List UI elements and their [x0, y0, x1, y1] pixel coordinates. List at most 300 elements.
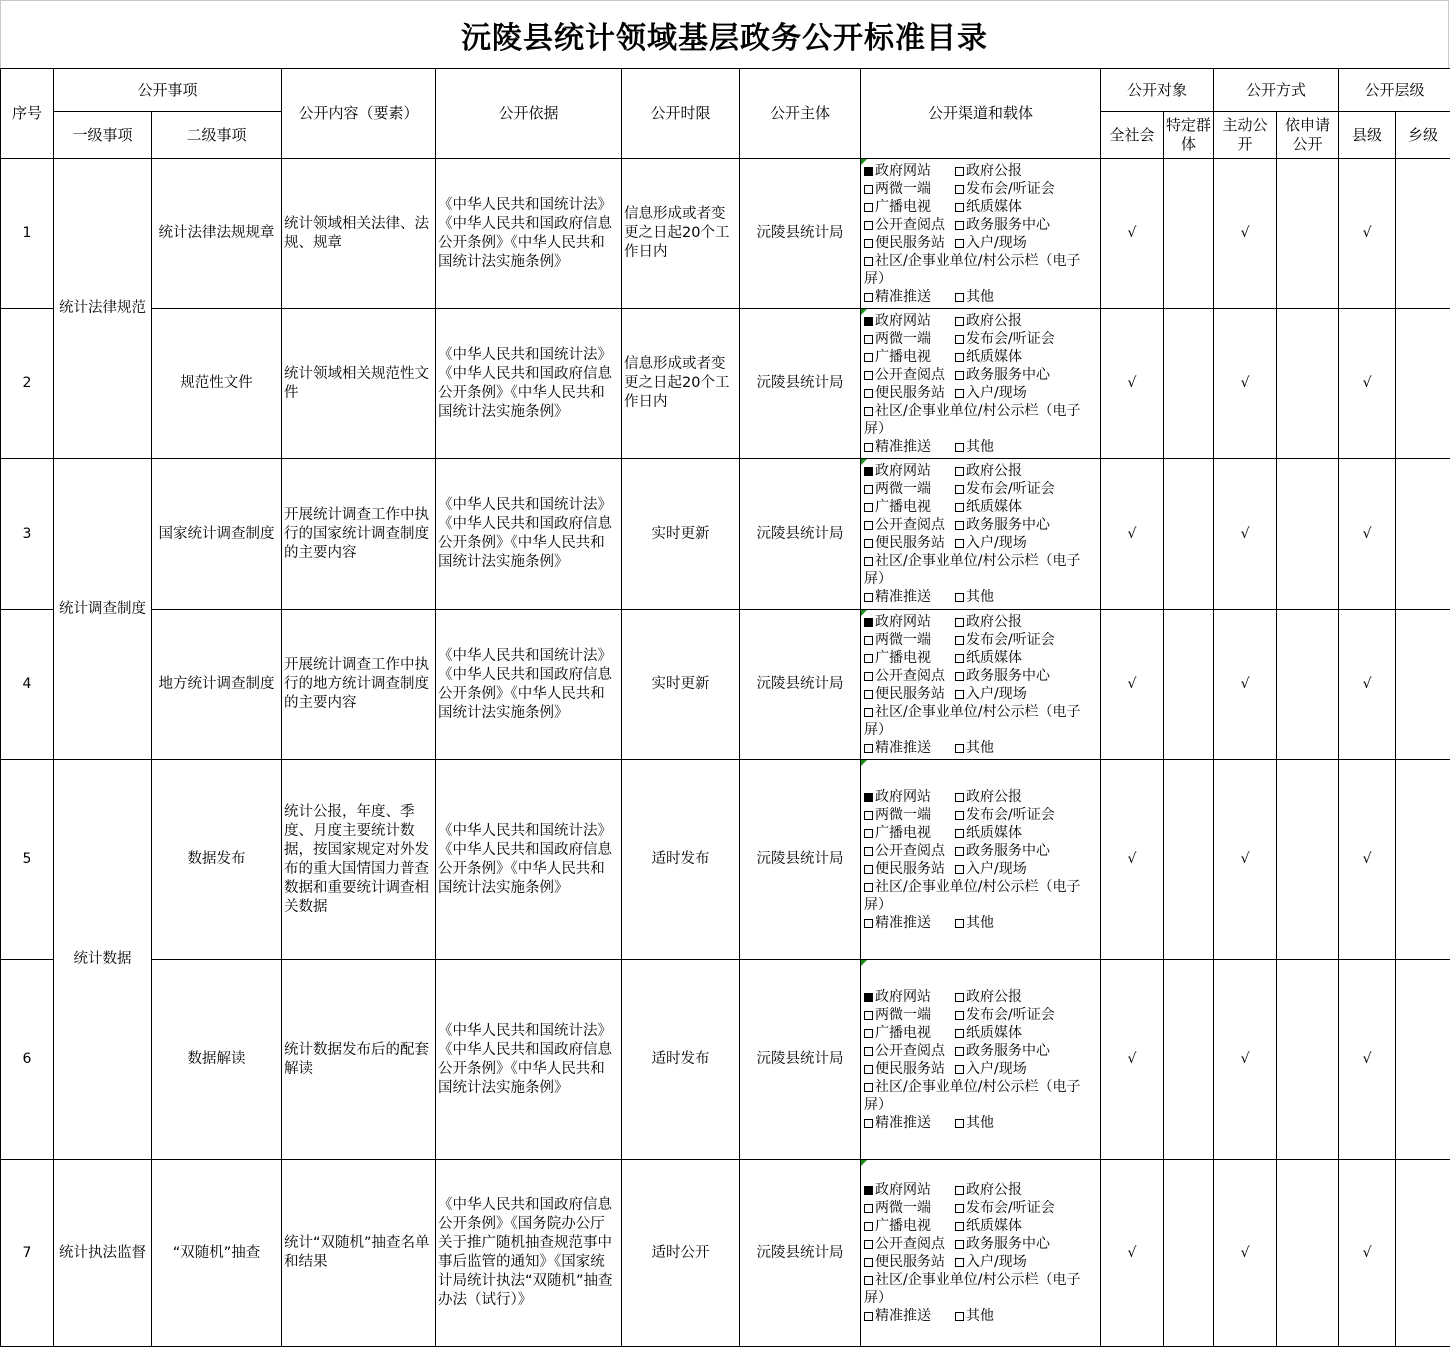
tick-level-town [1396, 1160, 1450, 1347]
checkbox-empty-icon [864, 485, 873, 494]
channel-option-label: 政务服务中心 [966, 1236, 1050, 1252]
checkbox-empty-icon [864, 636, 873, 645]
checkbox-empty-icon [955, 593, 964, 602]
channel-option-label: 社区/企事业单位/村公示栏（电子屏） [864, 704, 1080, 738]
row-basis: 《中华人民共和国政府信息公开条例》《国务院办公厅关于推广随机抽查规范事中事后监管的通知》《国家统计局统计执法“双随机”抽查办法（试行）》 [436, 1160, 622, 1347]
row-time-limit: 信息形成或者变更之日起20个工作日内 [622, 159, 740, 309]
channel-option-label: 入户/现场 [966, 1254, 1027, 1270]
channel-option-label: 两微一端 [875, 331, 931, 347]
checkbox-empty-icon [864, 847, 873, 856]
header-time-limit: 公开时限 [622, 69, 740, 159]
row-level2: 规范性文件 [152, 309, 282, 459]
channel-option-label: 社区/企事业单位/村公示栏（电子屏） [864, 879, 1080, 913]
tick-target-group [1164, 760, 1214, 960]
row-time-limit: 适时发布 [622, 760, 740, 960]
checkbox-empty-icon [955, 1312, 964, 1321]
checkbox-empty-icon [864, 865, 873, 874]
checkbox-empty-icon [955, 654, 964, 663]
table-row [1, 159, 1450, 309]
tick-method-request [1277, 960, 1339, 1160]
checkbox-empty-icon [864, 1047, 873, 1056]
channel-option-label: 纸质媒体 [966, 650, 1022, 666]
row-channel [861, 1160, 1101, 1347]
checkbox-empty-icon [864, 883, 873, 892]
channel-option-label: 精准推送 [875, 915, 931, 931]
tick-method-request [1277, 1160, 1339, 1347]
row-content: 统计“双随机”抽查名单和结果 [282, 1160, 436, 1347]
checkbox-empty-icon [864, 1119, 873, 1128]
row-content: 统计公报，年度、季度、月度主要统计数据，按国家规定对外发布的重大国情国力普查数据和重要统计调查相关数据 [282, 760, 436, 960]
tick-level-county: √ [1339, 760, 1396, 960]
checkbox-checked-icon [864, 167, 873, 176]
checkbox-checked-icon [864, 1186, 873, 1195]
tick-target-all: √ [1101, 960, 1164, 1160]
channel-option-label: 精准推送 [875, 289, 931, 305]
tick-target-all: √ [1101, 309, 1164, 459]
checkbox-empty-icon [955, 1186, 964, 1195]
tick-target-all: √ [1101, 610, 1164, 760]
tick-level-town [1396, 459, 1450, 610]
channel-option-label: 政务服务中心 [966, 217, 1050, 233]
header-level2: 二级事项 [152, 112, 282, 159]
channel-option-label: 公开查阅点 [875, 217, 945, 233]
checkbox-empty-icon [955, 239, 964, 248]
channel-option-label: 广播电视 [875, 1218, 931, 1234]
checkbox-empty-icon [864, 654, 873, 663]
checkbox-empty-icon [864, 557, 873, 566]
tick-level-town [1396, 159, 1450, 309]
channel-option-label: 社区/企事业单位/村公示栏（电子屏） [864, 553, 1080, 587]
header-target-group: 特定群体 [1164, 112, 1214, 159]
tick-method-request [1277, 159, 1339, 309]
tick-method-active: √ [1214, 459, 1277, 610]
header-method-active: 主动公开 [1214, 112, 1277, 159]
checkbox-empty-icon [864, 919, 873, 928]
checkbox-empty-icon [955, 167, 964, 176]
header-level1: 一级事项 [54, 112, 152, 159]
channel-option-label: 政府公报 [966, 463, 1022, 479]
row-time-limit: 适时发布 [622, 960, 740, 1160]
channel-option-label: 广播电视 [875, 1025, 931, 1041]
table-row [1, 960, 1450, 1160]
checkbox-empty-icon [955, 690, 964, 699]
channel-option-label: 政府公报 [966, 989, 1022, 1005]
tick-target-group [1164, 159, 1214, 309]
row-time-limit: 实时更新 [622, 459, 740, 610]
channel-option-label: 纸质媒体 [966, 499, 1022, 515]
tick-level-town [1396, 309, 1450, 459]
tick-level-county: √ [1339, 159, 1396, 309]
channel-option-label: 纸质媒体 [966, 1218, 1022, 1234]
row-time-limit: 实时更新 [622, 610, 740, 760]
checkbox-empty-icon [864, 1222, 873, 1231]
channel-option-label: 社区/企事业单位/村公示栏（电子屏） [864, 1272, 1080, 1306]
row-seq: 1 [1, 159, 54, 309]
channel-option-label: 其他 [966, 915, 994, 931]
channel-option-label: 其他 [966, 1308, 994, 1324]
checkbox-empty-icon [864, 521, 873, 530]
checkbox-empty-icon [955, 539, 964, 548]
header-seq: 序号 [1, 69, 54, 159]
checkbox-empty-icon [955, 1240, 964, 1249]
row-basis: 《中华人民共和国统计法》《中华人民共和国政府信息公开条例》《中华人民共和国统计法实施条例》 [436, 960, 622, 1160]
checkbox-empty-icon [864, 593, 873, 602]
row-channel [861, 960, 1101, 1160]
checkbox-empty-icon [955, 317, 964, 326]
tick-target-group [1164, 610, 1214, 760]
checkbox-empty-icon [864, 293, 873, 302]
channel-option-label: 入户/现场 [966, 1061, 1027, 1077]
checkbox-empty-icon [955, 793, 964, 802]
channel-option-label: 广播电视 [875, 825, 931, 841]
row-level2: 数据解读 [152, 960, 282, 1160]
checkbox-empty-icon [955, 636, 964, 645]
row-subject: 沅陵县统计局 [740, 760, 861, 960]
cell-comment-marker [861, 760, 867, 766]
channel-option-label: 政府公报 [966, 313, 1022, 329]
cell-comment-marker [861, 610, 867, 616]
checkbox-empty-icon [955, 1065, 964, 1074]
header-subject: 公开主体 [740, 69, 861, 159]
channel-option-label: 公开查阅点 [875, 1043, 945, 1059]
channel-option-label: 政务服务中心 [966, 517, 1050, 533]
row-channel [861, 459, 1101, 610]
checkbox-empty-icon [864, 1011, 873, 1020]
checkbox-empty-icon [955, 389, 964, 398]
checkbox-empty-icon [864, 708, 873, 717]
tick-method-request [1277, 610, 1339, 760]
checkbox-empty-icon [864, 185, 873, 194]
channel-option-label: 公开查阅点 [875, 517, 945, 533]
channel-option-label: 公开查阅点 [875, 1236, 945, 1252]
tick-target-group [1164, 459, 1214, 610]
checkbox-empty-icon [864, 1065, 873, 1074]
row-level1: 统计调查制度 [54, 459, 152, 760]
cell-comment-marker [861, 159, 867, 165]
checkbox-empty-icon [955, 847, 964, 856]
tick-method-active: √ [1214, 960, 1277, 1160]
checkbox-empty-icon [864, 239, 873, 248]
channel-option-label: 两微一端 [875, 481, 931, 497]
checkbox-empty-icon [864, 203, 873, 212]
row-basis: 《中华人民共和国统计法》《中华人民共和国政府信息公开条例》《中华人民共和国统计法实施条例》 [436, 309, 622, 459]
row-level2: 统计法律法规规章 [152, 159, 282, 309]
checkbox-empty-icon [864, 1204, 873, 1213]
tick-level-county: √ [1339, 610, 1396, 760]
row-content: 统计数据发布后的配套解读 [282, 960, 436, 1160]
row-level1: 统计数据 [54, 760, 152, 1160]
checkbox-empty-icon [955, 1222, 964, 1231]
channel-option-label: 入户/现场 [966, 686, 1027, 702]
row-basis: 《中华人民共和国统计法》《中华人民共和国政府信息公开条例》《中华人民共和国统计法实施条例》 [436, 459, 622, 610]
channel-option-label: 其他 [966, 589, 994, 605]
checkbox-empty-icon [955, 443, 964, 452]
checkbox-empty-icon [864, 371, 873, 380]
channel-option-label: 精准推送 [875, 1115, 931, 1131]
checkbox-empty-icon [955, 503, 964, 512]
checkbox-empty-icon [864, 221, 873, 230]
channel-option-label: 纸质媒体 [966, 825, 1022, 841]
checkbox-empty-icon [955, 865, 964, 874]
channel-option-label: 纸质媒体 [966, 349, 1022, 365]
row-basis: 《中华人民共和国统计法》《中华人民共和国政府信息公开条例》《中华人民共和国统计法实施条例》 [436, 760, 622, 960]
channel-option-label: 社区/企事业单位/村公示栏（电子屏） [864, 403, 1080, 437]
checkbox-empty-icon [955, 993, 964, 1002]
row-seq: 2 [1, 309, 54, 459]
channel-option-label: 发布会/听证会 [966, 1200, 1055, 1216]
header-level-town: 乡级 [1396, 112, 1450, 159]
page-title: 沅陵县统计领域基层政务公开标准目录 [461, 13, 988, 57]
cell-comment-marker [861, 309, 867, 315]
checkbox-empty-icon [955, 485, 964, 494]
checkbox-checked-icon [864, 793, 873, 802]
channel-option-label: 便民服务站 [875, 1254, 945, 1270]
channel-option-label: 社区/企事业单位/村公示栏（电子屏） [864, 1079, 1080, 1113]
checkbox-empty-icon [864, 690, 873, 699]
row-basis: 《中华人民共和国统计法》《中华人民共和国政府信息公开条例》《中华人民共和国统计法实施条例》 [436, 159, 622, 309]
checkbox-empty-icon [864, 1240, 873, 1249]
row-content: 统计领域相关规范性文件 [282, 309, 436, 459]
channel-option-label: 政府网站 [875, 989, 931, 1005]
row-seq: 6 [1, 960, 54, 1160]
tick-method-request [1277, 459, 1339, 610]
row-level2: 地方统计调查制度 [152, 610, 282, 760]
channel-option-label: 便民服务站 [875, 535, 945, 551]
checkbox-empty-icon [955, 744, 964, 753]
catalog-table [0, 68, 1450, 1347]
checkbox-empty-icon [864, 407, 873, 416]
table-row [1, 1160, 1450, 1347]
channel-option-label: 便民服务站 [875, 686, 945, 702]
channel-option-label: 政府网站 [875, 789, 931, 805]
row-level1: 统计执法监督 [54, 1160, 152, 1347]
row-seq: 7 [1, 1160, 54, 1347]
channel-option-label: 政府网站 [875, 614, 931, 630]
channel-option-label: 便民服务站 [875, 1061, 945, 1077]
checkbox-empty-icon [864, 1258, 873, 1267]
checkbox-empty-icon [864, 503, 873, 512]
row-channel [861, 159, 1101, 309]
channel-option-label: 发布会/听证会 [966, 632, 1055, 648]
tick-level-county: √ [1339, 960, 1396, 1160]
header-basis: 公开依据 [436, 69, 622, 159]
tick-target-all: √ [1101, 760, 1164, 960]
row-subject: 沅陵县统计局 [740, 1160, 861, 1347]
channel-option-label: 纸质媒体 [966, 1025, 1022, 1041]
channel-option-label: 公开查阅点 [875, 367, 945, 383]
channel-option-label: 精准推送 [875, 740, 931, 756]
row-subject: 沅陵县统计局 [740, 459, 861, 610]
channel-option-label: 发布会/听证会 [966, 331, 1055, 347]
row-subject: 沅陵县统计局 [740, 960, 861, 1160]
table-row [1, 610, 1450, 760]
checkbox-empty-icon [955, 185, 964, 194]
channel-option-label: 广播电视 [875, 199, 931, 215]
row-channel [861, 760, 1101, 960]
checkbox-empty-icon [864, 1312, 873, 1321]
checkbox-empty-icon [955, 829, 964, 838]
row-subject: 沅陵县统计局 [740, 610, 861, 760]
channel-option-label: 政府公报 [966, 614, 1022, 630]
channel-option-label: 广播电视 [875, 499, 931, 515]
row-time-limit: 适时公开 [622, 1160, 740, 1347]
tick-level-town [1396, 610, 1450, 760]
channel-option-label: 入户/现场 [966, 385, 1027, 401]
header-items: 公开事项 [54, 69, 282, 112]
channel-option-label: 政府公报 [966, 789, 1022, 805]
tick-method-request [1277, 309, 1339, 459]
header-content: 公开内容（要素） [282, 69, 436, 159]
checkbox-checked-icon [864, 618, 873, 627]
channel-option-label: 政务服务中心 [966, 668, 1050, 684]
checkbox-empty-icon [864, 1276, 873, 1285]
channel-option-label: 入户/现场 [966, 861, 1027, 877]
channel-option-label: 两微一端 [875, 807, 931, 823]
checkbox-empty-icon [955, 811, 964, 820]
channel-option-label: 政务服务中心 [966, 367, 1050, 383]
channel-option-label: 两微一端 [875, 632, 931, 648]
row-seq: 4 [1, 610, 54, 760]
checkbox-empty-icon [955, 335, 964, 344]
channel-option-label: 便民服务站 [875, 235, 945, 251]
channel-option-label: 其他 [966, 740, 994, 756]
tick-target-group [1164, 960, 1214, 1160]
title-bar [0, 0, 1449, 68]
checkbox-checked-icon [864, 317, 873, 326]
header-target-all: 全社会 [1101, 112, 1164, 159]
channel-option-label: 政府网站 [875, 313, 931, 329]
row-time-limit: 信息形成或者变更之日起20个工作日内 [622, 309, 740, 459]
channel-option-label: 发布会/听证会 [966, 807, 1055, 823]
checkbox-empty-icon [955, 618, 964, 627]
channel-option-label: 其他 [966, 439, 994, 455]
tick-level-county: √ [1339, 309, 1396, 459]
channel-option-label: 公开查阅点 [875, 668, 945, 684]
channel-option-label: 政务服务中心 [966, 1043, 1050, 1059]
tick-target-all: √ [1101, 1160, 1164, 1347]
row-level1: 统计法律规范 [54, 159, 152, 459]
channel-option-label: 政府公报 [966, 163, 1022, 179]
row-subject: 沅陵县统计局 [740, 159, 861, 309]
row-level2: “双随机”抽查 [152, 1160, 282, 1347]
cell-comment-marker [861, 1160, 867, 1166]
checkbox-empty-icon [864, 829, 873, 838]
table-row [1, 309, 1450, 459]
table-row [1, 459, 1450, 610]
channel-option-label: 精准推送 [875, 439, 931, 455]
channel-option-label: 发布会/听证会 [966, 1007, 1055, 1023]
row-channel [861, 309, 1101, 459]
checkbox-empty-icon [864, 811, 873, 820]
channel-option-label: 纸质媒体 [966, 199, 1022, 215]
channel-option-label: 政府网站 [875, 463, 931, 479]
channel-option-label: 两微一端 [875, 181, 931, 197]
row-channel [861, 610, 1101, 760]
row-seq: 3 [1, 459, 54, 610]
checkbox-empty-icon [955, 1029, 964, 1038]
cell-comment-marker [861, 459, 867, 465]
channel-option-label: 广播电视 [875, 650, 931, 666]
channel-option-label: 入户/现场 [966, 535, 1027, 551]
channel-option-label: 精准推送 [875, 1308, 931, 1324]
checkbox-empty-icon [864, 672, 873, 681]
checkbox-empty-icon [955, 221, 964, 230]
checkbox-empty-icon [955, 1204, 964, 1213]
channel-option-label: 其他 [966, 1115, 994, 1131]
channel-option-label: 政府网站 [875, 163, 931, 179]
channel-option-label: 政府网站 [875, 1182, 931, 1198]
tick-method-active: √ [1214, 610, 1277, 760]
checkbox-empty-icon [864, 389, 873, 398]
row-basis: 《中华人民共和国统计法》《中华人民共和国政府信息公开条例》《中华人民共和国统计法实施条例》 [436, 610, 622, 760]
tick-target-all: √ [1101, 459, 1164, 610]
checkbox-empty-icon [955, 467, 964, 476]
checkbox-checked-icon [864, 993, 873, 1002]
checkbox-empty-icon [955, 1047, 964, 1056]
checkbox-empty-icon [864, 335, 873, 344]
channel-option-label: 公开查阅点 [875, 843, 945, 859]
tick-method-request [1277, 760, 1339, 960]
tick-target-all: √ [1101, 159, 1164, 309]
cell-comment-marker [861, 960, 867, 966]
checkbox-empty-icon [955, 919, 964, 928]
tick-method-active: √ [1214, 1160, 1277, 1347]
row-content: 开展统计调查工作中执行的地方统计调查制度的主要内容 [282, 610, 436, 760]
tick-level-town [1396, 960, 1450, 1160]
checkbox-empty-icon [864, 257, 873, 266]
checkbox-empty-icon [864, 1083, 873, 1092]
checkbox-empty-icon [955, 1258, 964, 1267]
row-content: 开展统计调查工作中执行的国家统计调查制度的主要内容 [282, 459, 436, 610]
header-method-request: 依申请公开 [1277, 112, 1339, 159]
header-method: 公开方式 [1214, 69, 1339, 112]
header-channel: 公开渠道和载体 [861, 69, 1101, 159]
tick-method-active: √ [1214, 760, 1277, 960]
channel-option-label: 便民服务站 [875, 385, 945, 401]
tick-target-group [1164, 1160, 1214, 1347]
checkbox-empty-icon [864, 353, 873, 362]
row-subject: 沅陵县统计局 [740, 309, 861, 459]
checkbox-empty-icon [864, 443, 873, 452]
channel-option-label: 政务服务中心 [966, 843, 1050, 859]
row-content: 统计领域相关法律、法规、规章 [282, 159, 436, 309]
channel-option-label: 政府公报 [966, 1182, 1022, 1198]
row-seq: 5 [1, 760, 54, 960]
checkbox-empty-icon [864, 744, 873, 753]
header-level: 公开层级 [1339, 69, 1450, 112]
channel-option-label: 两微一端 [875, 1200, 931, 1216]
checkbox-empty-icon [955, 293, 964, 302]
tick-method-active: √ [1214, 309, 1277, 459]
channel-option-label: 两微一端 [875, 1007, 931, 1023]
tick-level-county: √ [1339, 459, 1396, 610]
checkbox-empty-icon [864, 1029, 873, 1038]
channel-option-label: 精准推送 [875, 589, 931, 605]
checkbox-checked-icon [864, 467, 873, 476]
tick-method-active: √ [1214, 159, 1277, 309]
channel-option-label: 社区/企事业单位/村公示栏（电子屏） [864, 253, 1080, 287]
channel-option-label: 便民服务站 [875, 861, 945, 877]
checkbox-empty-icon [955, 1119, 964, 1128]
table-row [1, 760, 1450, 960]
checkbox-empty-icon [955, 371, 964, 380]
row-level2: 数据发布 [152, 760, 282, 960]
header-level-county: 县级 [1339, 112, 1396, 159]
channel-option-label: 广播电视 [875, 349, 931, 365]
checkbox-empty-icon [955, 353, 964, 362]
checkbox-empty-icon [864, 539, 873, 548]
tick-target-group [1164, 309, 1214, 459]
